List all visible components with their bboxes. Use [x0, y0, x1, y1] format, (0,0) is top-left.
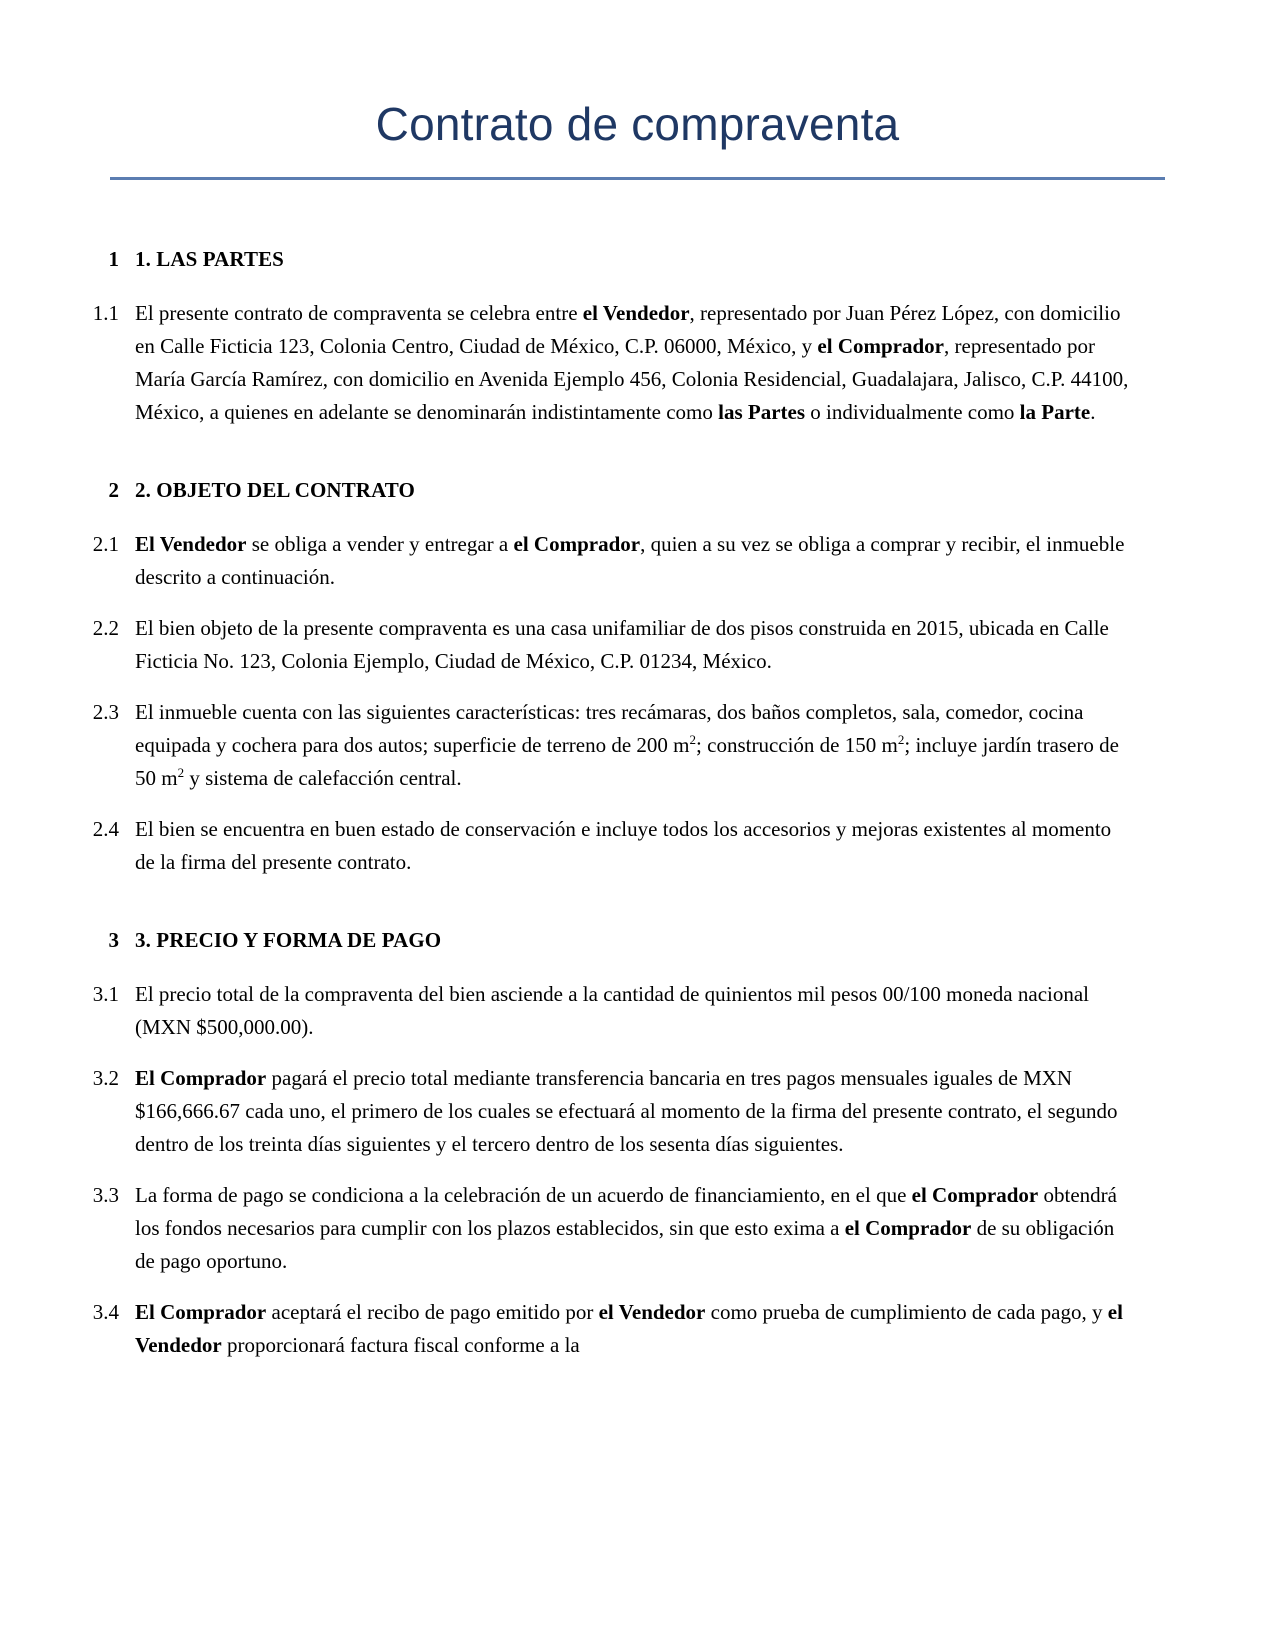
clause-number: 2.2: [92, 615, 119, 640]
clause-row: [0, 1062, 1130, 1161]
heading-gap: [0, 956, 1130, 978]
clause-row: [0, 612, 1130, 678]
sections-container: [0, 244, 1130, 1362]
clause-number: 3.4: [92, 1299, 119, 1324]
clause-number: 1.1: [92, 300, 119, 325]
clause-row: [0, 978, 1130, 1044]
clause-text: El presente contrato de compraventa se celebra entre el Vendedor, representado por Juan Pérez López, con domicilio en Calle Ficticia 123, Colonia Centro, Ciudad de México, C.P. 06000, México, y el Comprador, representado por María García Ramírez, con domicilio en Avenida Ejemplo 456, Colonia Residencial, Guadalajara, Jalisco, C.P. 44100, México, a quienes en adelante se denominarán indistintamente como las Partes o individualmente como la Parte.: [135, 300, 1129, 424]
document-body: [0, 244, 1275, 1362]
clause-row: [0, 1296, 1130, 1362]
clause-row: [0, 813, 1130, 879]
clause-text: El Comprador pagará el precio total mediante transferencia bancaria en tres pagos mensuales iguales de MXN $166,666.67 cada uno, el primero de los cuales se efectuará al momento de la firma del presente contrato, el segundo dentro de los treinta días siguientes y el tercero dentro de los sesenta días siguientes.: [135, 1065, 1118, 1156]
paragraph-gap: [0, 1278, 1130, 1296]
section-heading-label: 1. LAS PARTES: [135, 246, 284, 271]
clause-text: El bien objeto de la presente compraventa es una casa unifamiliar de dos pisos construida en 2015, ubicada en Calle Ficticia No. 123, Colonia Ejemplo, Ciudad de México, C.P. 01234, México.: [135, 615, 1109, 673]
clause-number: 3.2: [92, 1065, 119, 1090]
heading-gap: [0, 275, 1130, 297]
paragraph-gap: [0, 678, 1130, 696]
section-heading-row: [0, 925, 1130, 956]
paragraph-gap: [0, 1044, 1130, 1062]
title-divider: [110, 177, 1165, 180]
clause-number: 3.1: [92, 981, 119, 1006]
section-heading-label: 2. OBJETO DEL CONTRATO: [135, 477, 415, 502]
section-number: 2: [108, 477, 119, 502]
section-heading-row: [0, 244, 1130, 275]
clause-row: [0, 528, 1130, 594]
section-number: 3: [108, 927, 119, 952]
heading-gap: [0, 506, 1130, 528]
section-spacer: [0, 879, 1130, 925]
clause-row: [0, 297, 1130, 429]
page-title: Contrato de compraventa: [375, 98, 900, 150]
paragraph-gap: [0, 795, 1130, 813]
paragraph-gap: [0, 1161, 1130, 1179]
clause-number: 2.3: [92, 699, 119, 724]
clause-text: El Comprador aceptará el recibo de pago emitido por el Vendedor como prueba de cumplimiento de cada pago, y el Vendedor proporcionará factura fiscal conforme a la: [135, 1299, 1123, 1357]
clause-number: 2.4: [92, 816, 119, 841]
clause-text: El precio total de la compraventa del bien asciende a la cantidad de quinientos mil pesos 00/100 moneda nacional (MXN $500,000.00).: [135, 981, 1090, 1039]
clause-row: [0, 696, 1130, 795]
clause-number: 2.1: [92, 531, 119, 556]
clause-number: 3.3: [92, 1182, 119, 1207]
section-spacer: [0, 429, 1130, 475]
clause-row: [0, 1179, 1130, 1278]
clause-text: El bien se encuentra en buen estado de conservación e incluye todos los accesorios y mejoras existentes al momento de la firma del presente contrato.: [135, 816, 1112, 874]
title-block: [0, 98, 1275, 180]
clause-text: La forma de pago se condiciona a la celebración de un acuerdo de financiamiento, en el que el Comprador obtendrá los fondos necesarios para cumplir con los plazos establecidos, sin que esto exima a el Comprador de su obligación de pago oportuno.: [135, 1182, 1117, 1273]
clause-text: El Vendedor se obliga a vender y entregar a el Comprador, quien a su vez se obliga a comprar y recibir, el inmueble descrito a continuación.: [135, 531, 1125, 589]
paragraph-gap: [0, 594, 1130, 612]
clause-text: El inmueble cuenta con las siguientes características: tres recámaras, dos baños completos, sala, comedor, cocina equipada y cochera para dos autos; superficie de terreno de 200 $m^2$; construcción de 150 $m^2$; incluye jardín trasero de 50 $m^2$ y sistema de calefacción central.: [135, 699, 1119, 790]
section-number: 1: [108, 246, 119, 271]
section-heading-row: [0, 475, 1130, 506]
section-heading-label: 3. PRECIO Y FORMA DE PAGO: [135, 927, 442, 952]
